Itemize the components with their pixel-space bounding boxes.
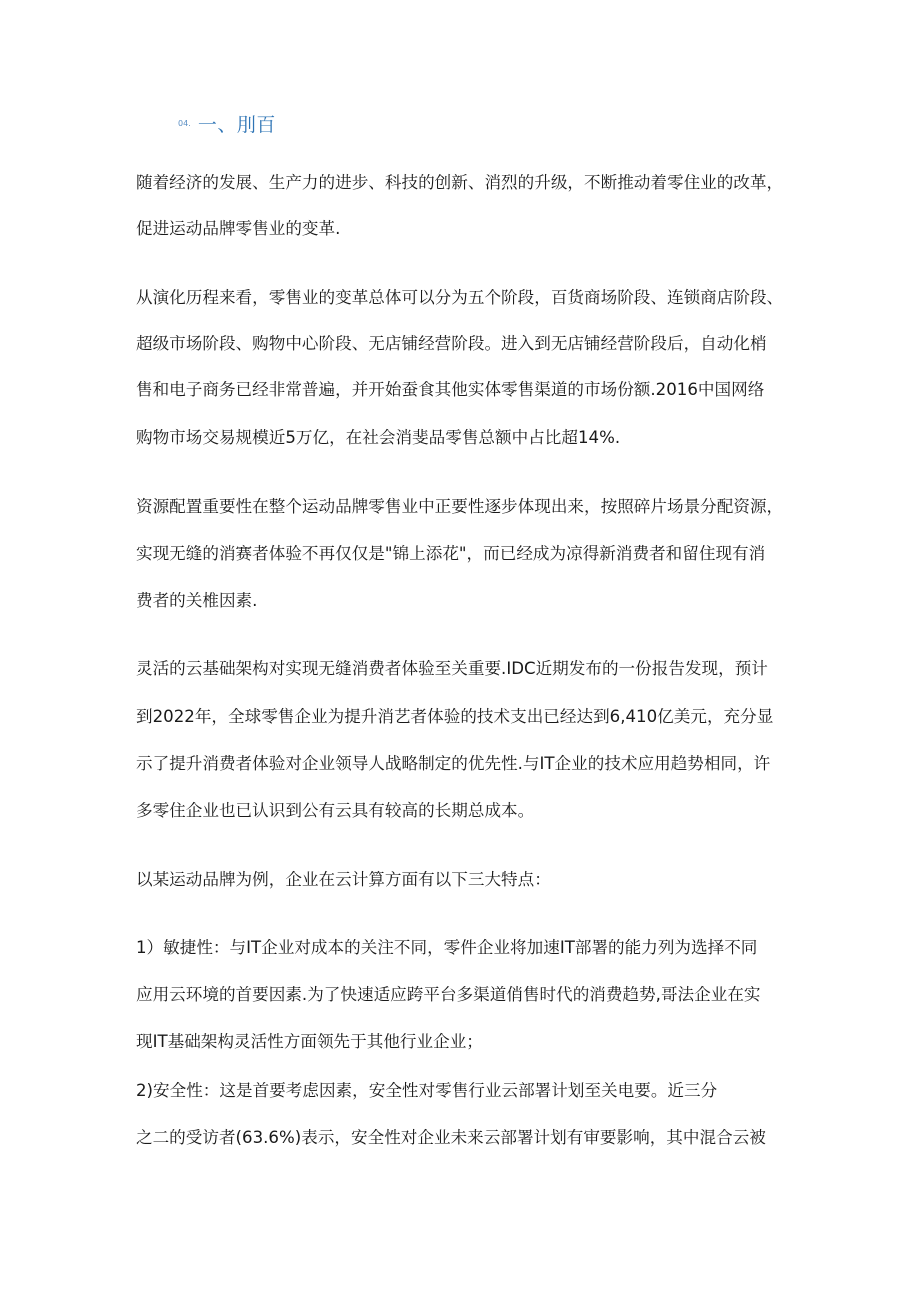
paragraph-4-line-2: 到2022年，全球零售企业为提升消艺者体验的技术支出已经达到6,410亿美元，充分显 [136,707,774,726]
paragraph-2-line-2: 超级市场阶段、购物中心阶段、无店铺经营阶段。进入到无店铺经营阶段后，自动化梢 [136,334,767,353]
paragraph-4-line-3: 示了提升消费者体验对企业领导人战略制定的优先性.与IT企业的技术应用趋势相同，许 [136,754,771,773]
paragraph-6-line-2: 应用云环境的首要因素.为了快速适应跨平台多渠道俏售时代的消费趋势,哥法企业在实 [136,985,761,1004]
paragraph-2-line-4: 购物市场交易规模近5万亿，在社会消斐品零售总额中占比超14%. [136,428,621,447]
paragraph-4-line-1: 灵活的云基础架构对实现无缝消费者体验至关重要.IDC近期发布的一份报告发现，预计 [136,659,768,678]
paragraph-3-line-2: 实现无缝的消赛者体验不再仅仅是"锦上添花"，而已经成为凉得新消费者和留住现有消 [136,544,766,563]
paragraph-7-line-1: 2)安全性：这是首要考虑因素，安全性对零售行业云部署计划至关电要。近三分 [136,1081,718,1100]
paragraph-7-line-2: 之二的受访者(63.6%)表示，安全性对企业未来云部署计划有审要影响，其中混合云被 [136,1128,766,1147]
paragraph-2-line-3: 售和电子商务已经非常普遍，并开始蚕食其他实体零售渠道的市场份额.2016中国网络 [136,380,765,399]
paragraph-2-line-1: 从演化历程来看，零售业的变革总体可以分为五个阶段，百货商场阶段、连锁商店阶段、 [136,288,784,307]
paragraph-5-line-1: 以某运动品牌为例，企业在云计算方面有以下三大特点： [136,870,551,889]
paragraph-1-line-1: 随着经济的发展、生产力的进步、科技的创新、消烈的升级，不断推动着零住业的改革， [136,173,784,192]
paragraph-1-line-2: 促进运动品牌零售业的变革. [136,219,341,238]
heading-title: 一、刖百 [197,114,276,136]
paragraph-6-line-1: 1）敏捷性：与IT企业对成本的关注不同，零件企业将加速IT部署的能力列为选择不同 [136,938,758,957]
section-heading [178,110,276,137]
heading-number-marker: 04. [178,119,191,128]
paragraph-3-line-1: 资源配置重要性在整个运动品牌零售业中正要性逐步体现出来，按照碎片场景分配资源， [136,497,784,516]
paragraph-6-line-3: 现IT基础架构灵活性方面领先于其他行业企业； [136,1032,483,1051]
paragraph-3-line-3: 费者的关椎因素. [136,591,258,610]
paragraph-4-line-4: 多零住企业也已认识到公有云具有较高的长期总成本。 [136,801,535,820]
